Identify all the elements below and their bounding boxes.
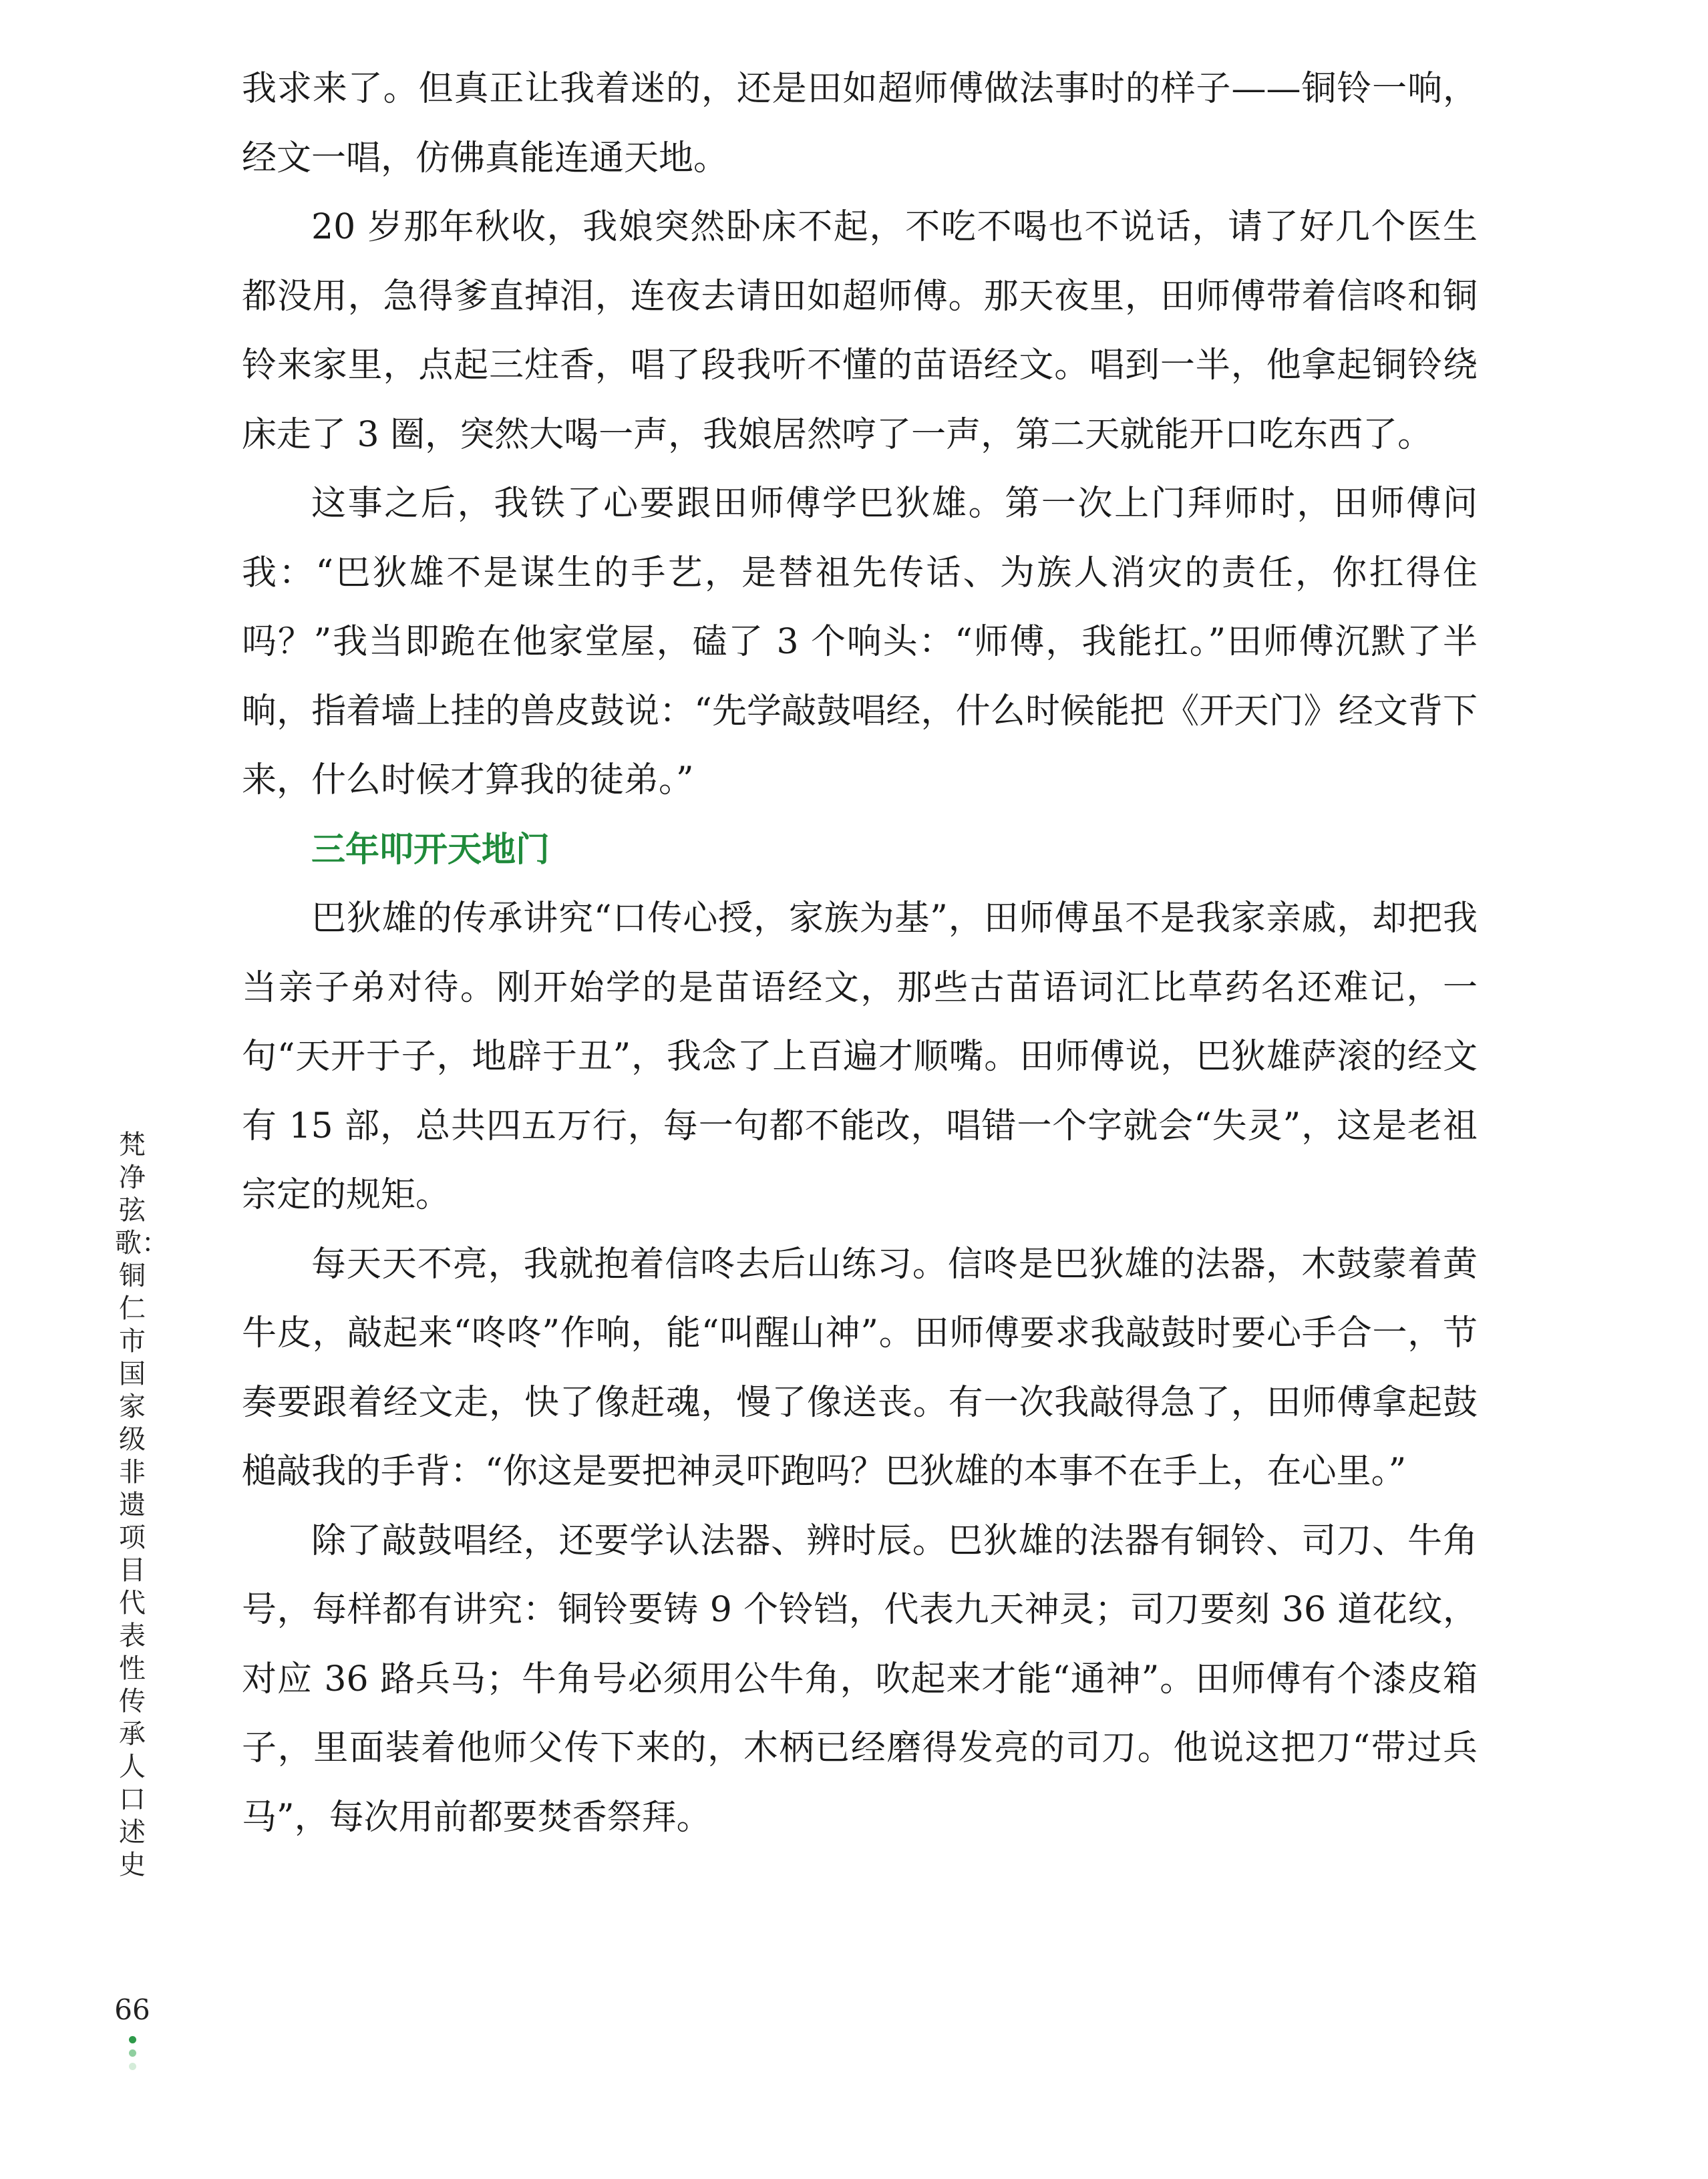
running-title: 梵净弦歌：铜仁市国家级非遗项目代表性传承人口述史 [115,1130,168,1880]
paragraph-6: 除了敲鼓唱经，还要学认法器、辨时辰。巴狄雄的法器有铜铃、司刀、牛角号，每样都有讲究：铜铃要铸 9 个铃铛，代表九天神灵；司刀要刻 36 道花纹，对应 36 路兵马；牛角号必须用公牛角，吹起来才能“通神”。田师傅有个漆皮箱子，里面装着他师父传下来的，木柄已经磨得发亮的司刀。他说这把刀“带过兵马”，每次用前都要焚香祭拜。 [242,1520,1478,1838]
decorative-dot-1-icon [129,2036,136,2043]
paragraph-5: 每天天不亮，我就抱着信咚去后山练习。信咚是巴狄雄的法器，木鼓蒙着黄牛皮，敲起来“咚咚”作响，能“叫醒山神”。田师傅要求我敲鼓时要心手合一，节奏要跟着经文走，快了像赶魂，慢了像送丧。有一次我敲得急了，田师傅拿起鼓槌敲我的手背：“你这是要把神灵吓跑吗？巴狄雄的本事不在手上，在心里。” [242,1244,1478,1492]
paragraph-3: 这事之后，我铁了心要跟田师傅学巴狄雄。第一次上门拜师时，田师傅问我：“巴狄雄不是谋生的手艺，是替祖先传话、为族人消灾的责任，你扛得住吗？”我当即跪在他家堂屋，磕了 3 个响头：“师傅，我能扛。”田师傅沉默了半晌，指着墙上挂的兽皮鼓说：“先学敲鼓唱经，什么时候能把《开天门》经文背下来，什么时候才算我的徒弟。” [242,484,1478,800]
page-number-dots [128,2036,137,2076]
page-number: 66 [114,1993,150,2026]
paragraph-2: 20 岁那年秋收，我娘突然卧床不起，不吃不喝也不说话，请了好几个医生都没用，急得爹直掉泪，连夜去请田如超师傅。那天夜里，田师傅带着信咚和铜铃来家里，点起三炷香，唱了段我听不懂的苗语经文。唱到一半，他拿起铜铃绕床走了 3 圈，突然大喝一声，我娘居然哼了一声，第二天就能开口吃东西了。 [242,207,1478,455]
decorative-dot-3-icon [129,2063,136,2070]
decorative-dot-2-icon [129,2049,136,2057]
section-heading: 三年叩开天地门 [311,830,550,870]
paragraph-1: 我求来了。但真正让我着迷的，还是田如超师傅做法事时的样子——铜铃一响，经文一唱，仿佛真能连通天地。 [242,69,1478,178]
paragraph-4: 巴狄雄的传承讲究“口传心授，家族为基”，田师傅虽不是我家亲戚，却把我当亲子弟对待。刚开始学的是苗语经文，那些古苗语词汇比草药名还难记，一句“天开于子，地辟于丑”，我念了上百遍才顺嘴。田师傅说，巴狄雄萨滚的经文有 15 部，总共四五万行，每一句都不能改，唱错一个字就会“失灵”，这是老祖宗定的规矩。 [242,898,1478,1215]
main-text-column [242,55,1478,1852]
